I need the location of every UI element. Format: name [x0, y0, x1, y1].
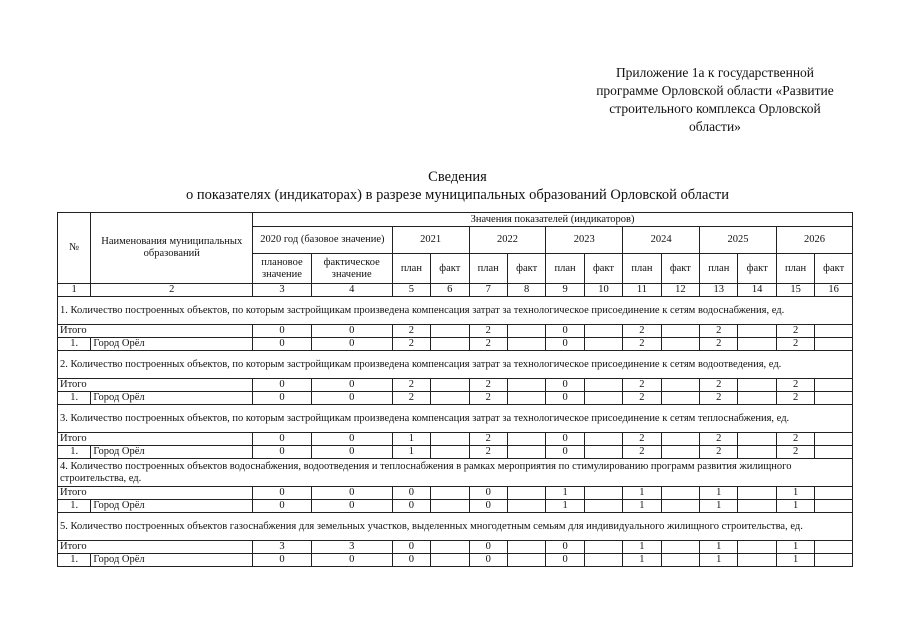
value-cell — [738, 433, 776, 446]
value-cell — [661, 554, 699, 567]
header-base-year: 2020 год (базовое значение) — [253, 227, 393, 254]
value-cell — [661, 500, 699, 513]
header-no: № — [58, 213, 91, 284]
value-cell: 1 — [776, 487, 814, 500]
column-number: 7 — [469, 284, 507, 297]
value-cell — [431, 554, 469, 567]
value-cell: 2 — [469, 392, 507, 405]
value-cell — [661, 433, 699, 446]
value-cell: 0 — [253, 379, 312, 392]
value-cell — [661, 325, 699, 338]
value-cell: 2 — [623, 338, 661, 351]
row-number: 1. — [58, 500, 91, 513]
value-cell: 1 — [700, 500, 738, 513]
value-cell: 1 — [776, 554, 814, 567]
header-plan: план — [623, 254, 661, 284]
value-cell: 0 — [311, 325, 392, 338]
value-cell: 0 — [546, 446, 584, 459]
value-cell: 0 — [392, 487, 430, 500]
value-cell — [507, 500, 545, 513]
header-fact: факт — [661, 254, 699, 284]
column-number: 5 — [392, 284, 430, 297]
section-heading-row — [58, 351, 853, 379]
value-cell: 1 — [700, 487, 738, 500]
value-cell — [738, 338, 776, 351]
value-cell: 0 — [546, 541, 584, 554]
value-cell — [815, 392, 853, 405]
header-plan: план — [546, 254, 584, 284]
value-cell — [584, 392, 622, 405]
column-number: 1 — [58, 284, 91, 297]
value-cell — [815, 433, 853, 446]
column-number-row — [58, 284, 853, 297]
section-heading-row — [58, 513, 853, 541]
value-cell: 0 — [253, 554, 312, 567]
value-cell: 0 — [469, 554, 507, 567]
header-plan: план — [700, 254, 738, 284]
value-cell: 1 — [700, 554, 738, 567]
column-number: 3 — [253, 284, 312, 297]
value-cell: 2 — [623, 433, 661, 446]
column-number: 8 — [507, 284, 545, 297]
value-cell: 0 — [546, 338, 584, 351]
appendix-line-2: программе Орловской области «Развитие — [596, 83, 834, 98]
value-cell — [815, 487, 853, 500]
value-cell: 0 — [253, 392, 312, 405]
total-row — [58, 433, 853, 446]
value-cell — [507, 379, 545, 392]
total-label: Итого — [58, 325, 253, 338]
value-cell — [431, 433, 469, 446]
city-row — [58, 338, 853, 351]
value-cell — [738, 554, 776, 567]
value-cell — [431, 446, 469, 459]
value-cell: 2 — [700, 379, 738, 392]
appendix-line-3: строительного комплекса Орловской — [609, 101, 821, 116]
value-cell: 0 — [311, 379, 392, 392]
value-cell: 3 — [253, 541, 312, 554]
value-cell — [738, 325, 776, 338]
section-heading: 2. Количество построенных объектов, по которым застройщикам произведена компенсация затрат за технологическое присоединение к сетям водоотведения, ед. — [58, 351, 853, 379]
city-row — [58, 554, 853, 567]
header-plan: план — [392, 254, 430, 284]
value-cell — [584, 500, 622, 513]
value-cell: 2 — [776, 338, 814, 351]
value-cell: 0 — [469, 500, 507, 513]
total-row — [58, 379, 853, 392]
value-cell: 0 — [311, 392, 392, 405]
value-cell: 0 — [311, 338, 392, 351]
municipality-name: Город Орёл — [91, 338, 253, 351]
value-cell — [815, 554, 853, 567]
value-cell: 0 — [546, 433, 584, 446]
header-plan: план — [469, 254, 507, 284]
value-cell: 2 — [623, 379, 661, 392]
value-cell: 2 — [700, 392, 738, 405]
value-cell — [584, 446, 622, 459]
value-cell: 2 — [469, 325, 507, 338]
header-year: 2023 — [546, 227, 623, 254]
value-cell: 2 — [776, 433, 814, 446]
total-row — [58, 487, 853, 500]
header-year: 2025 — [700, 227, 777, 254]
municipality-name: Город Орёл — [91, 392, 253, 405]
value-cell — [507, 446, 545, 459]
header-planned-value: плановое значение — [253, 254, 312, 284]
value-cell: 2 — [392, 338, 430, 351]
column-number: 6 — [431, 284, 469, 297]
value-cell: 0 — [253, 446, 312, 459]
total-label: Итого — [58, 541, 253, 554]
total-label: Итого — [58, 487, 253, 500]
column-number: 10 — [584, 284, 622, 297]
table-body — [58, 297, 853, 567]
value-cell: 2 — [392, 379, 430, 392]
row-number: 1. — [58, 392, 91, 405]
value-cell: 0 — [546, 392, 584, 405]
total-label: Итого — [58, 433, 253, 446]
value-cell: 0 — [469, 487, 507, 500]
municipality-name: Город Орёл — [91, 446, 253, 459]
column-number: 12 — [661, 284, 699, 297]
column-number: 13 — [700, 284, 738, 297]
appendix-note — [560, 64, 870, 136]
header-year: 2024 — [623, 227, 700, 254]
city-row — [58, 500, 853, 513]
value-cell — [584, 487, 622, 500]
value-cell: 0 — [253, 325, 312, 338]
title-line-2: о показателях (индикаторах) в разрезе муниципальных образований Орловской области — [185, 187, 730, 203]
value-cell: 1 — [546, 500, 584, 513]
value-cell: 2 — [700, 446, 738, 459]
header-year: 2026 — [776, 227, 852, 254]
section-heading-row — [58, 459, 853, 487]
header-municipality: Наименования муниципальных образований — [91, 213, 253, 284]
value-cell — [431, 541, 469, 554]
value-cell — [738, 392, 776, 405]
value-cell — [431, 487, 469, 500]
value-cell — [507, 392, 545, 405]
value-cell: 1 — [546, 487, 584, 500]
value-cell: 2 — [700, 433, 738, 446]
value-cell: 1 — [776, 541, 814, 554]
value-cell: 1 — [392, 433, 430, 446]
header-actual-value: фактическое значение — [311, 254, 392, 284]
value-cell — [431, 500, 469, 513]
header-plan: план — [776, 254, 814, 284]
total-row — [58, 325, 853, 338]
value-cell: 2 — [623, 325, 661, 338]
city-row — [58, 446, 853, 459]
value-cell: 3 — [311, 541, 392, 554]
value-cell — [507, 325, 545, 338]
document-title — [60, 168, 855, 204]
value-cell — [738, 379, 776, 392]
value-cell — [584, 379, 622, 392]
value-cell: 0 — [546, 554, 584, 567]
header-fact: факт — [738, 254, 776, 284]
value-cell — [661, 541, 699, 554]
value-cell — [661, 487, 699, 500]
column-number: 9 — [546, 284, 584, 297]
value-cell — [815, 338, 853, 351]
section-heading: 3. Количество построенных объектов, по которым застройщикам произведена компенсация затрат за технологическое присоединение к сетям теплоснабжения, ед. — [58, 405, 853, 433]
value-cell: 2 — [776, 325, 814, 338]
row-number: 1. — [58, 446, 91, 459]
value-cell: 1 — [623, 541, 661, 554]
value-cell: 0 — [546, 379, 584, 392]
value-cell — [738, 446, 776, 459]
value-cell — [507, 554, 545, 567]
municipality-name: Город Орёл — [91, 554, 253, 567]
header-year: 2021 — [392, 227, 469, 254]
header-year: 2022 — [469, 227, 546, 254]
value-cell: 0 — [253, 487, 312, 500]
municipality-name: Город Орёл — [91, 500, 253, 513]
value-cell: 0 — [253, 338, 312, 351]
value-cell — [431, 392, 469, 405]
value-cell — [431, 379, 469, 392]
value-cell: 1 — [776, 500, 814, 513]
section-heading-row — [58, 405, 853, 433]
value-cell — [738, 541, 776, 554]
title-line-1: Сведения — [428, 169, 487, 185]
section-heading-row — [58, 297, 853, 325]
value-cell: 0 — [253, 433, 312, 446]
value-cell — [738, 487, 776, 500]
header-indicator-values: Значения показателей (индикаторов) — [253, 213, 853, 227]
row-number: 1. — [58, 554, 91, 567]
value-cell — [815, 379, 853, 392]
column-number: 14 — [738, 284, 776, 297]
indicators-table — [57, 212, 853, 567]
value-cell: 1 — [623, 500, 661, 513]
value-cell — [661, 338, 699, 351]
column-number: 4 — [311, 284, 392, 297]
value-cell — [661, 379, 699, 392]
row-number: 1. — [58, 338, 91, 351]
value-cell — [584, 433, 622, 446]
value-cell: 2 — [623, 446, 661, 459]
value-cell: 2 — [700, 325, 738, 338]
header-fact: факт — [815, 254, 853, 284]
value-cell — [584, 338, 622, 351]
value-cell — [815, 325, 853, 338]
value-cell — [431, 325, 469, 338]
value-cell: 2 — [776, 446, 814, 459]
value-cell: 2 — [776, 392, 814, 405]
value-cell — [507, 541, 545, 554]
value-cell — [584, 541, 622, 554]
header-fact: факт — [584, 254, 622, 284]
column-number: 11 — [623, 284, 661, 297]
section-heading: 1. Количество построенных объектов, по которым застройщикам произведена компенсация затрат за технологическое присоединение к сетям водоснабжения, ед. — [58, 297, 853, 325]
value-cell: 2 — [392, 392, 430, 405]
value-cell: 0 — [311, 433, 392, 446]
value-cell: 2 — [469, 379, 507, 392]
section-heading: 5. Количество построенных объектов газоснабжения для земельных участков, выделенных многодетным семьям для индивидуального жилищного строительства, ед. — [58, 513, 853, 541]
value-cell: 0 — [392, 500, 430, 513]
value-cell: 1 — [623, 554, 661, 567]
value-cell — [815, 541, 853, 554]
value-cell — [738, 500, 776, 513]
column-number: 16 — [815, 284, 853, 297]
city-row — [58, 392, 853, 405]
total-row — [58, 541, 853, 554]
appendix-line-1: Приложение 1а к государственной — [615, 65, 815, 80]
value-cell: 1 — [700, 541, 738, 554]
value-cell — [507, 338, 545, 351]
value-cell: 0 — [546, 325, 584, 338]
value-cell: 0 — [253, 500, 312, 513]
value-cell — [584, 325, 622, 338]
value-cell: 2 — [623, 392, 661, 405]
value-cell: 0 — [311, 446, 392, 459]
column-number: 2 — [91, 284, 253, 297]
value-cell — [507, 433, 545, 446]
value-cell: 1 — [623, 487, 661, 500]
value-cell — [507, 487, 545, 500]
value-cell — [584, 554, 622, 567]
value-cell: 2 — [469, 433, 507, 446]
value-cell: 1 — [392, 446, 430, 459]
appendix-line-4: области» — [689, 119, 741, 134]
value-cell — [431, 338, 469, 351]
column-number: 15 — [776, 284, 814, 297]
header-fact: факт — [431, 254, 469, 284]
value-cell: 2 — [776, 379, 814, 392]
value-cell — [661, 446, 699, 459]
value-cell — [815, 500, 853, 513]
value-cell — [661, 392, 699, 405]
total-label: Итого — [58, 379, 253, 392]
value-cell: 2 — [469, 446, 507, 459]
value-cell: 0 — [392, 554, 430, 567]
value-cell: 0 — [469, 541, 507, 554]
value-cell: 2 — [392, 325, 430, 338]
value-cell — [815, 446, 853, 459]
section-heading: 4. Количество построенных объектов водоснабжения, водоотведения и теплоснабжения в рамках мероприятия по стимулированию программ развития жилищного строительства, ед. — [58, 459, 853, 487]
value-cell: 2 — [469, 338, 507, 351]
value-cell: 0 — [311, 500, 392, 513]
value-cell: 0 — [392, 541, 430, 554]
header-fact: факт — [507, 254, 545, 284]
value-cell: 0 — [311, 487, 392, 500]
value-cell: 2 — [700, 338, 738, 351]
value-cell: 0 — [311, 554, 392, 567]
